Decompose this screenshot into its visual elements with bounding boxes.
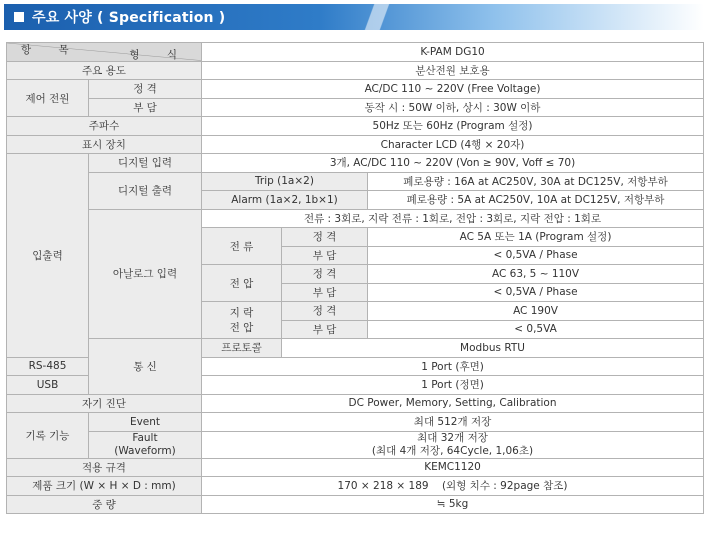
row-value-self-diag: DC Power, Memory, Setting, Calibration <box>202 394 704 413</box>
sub-label-current: 전 류 <box>202 228 282 265</box>
sub-label-voltage: 전 압 <box>202 265 282 302</box>
fault-label-line-1: Fault <box>132 431 158 444</box>
sub-label-event: Event <box>89 413 202 432</box>
row-value-frequency: 50Hz 또는 60Hz (Program 설정) <box>202 117 704 136</box>
value-ground-rating: AC 190V <box>368 302 704 321</box>
sub-label-current-rating: 정 격 <box>282 228 368 247</box>
sub-label-ground-burden: 부 담 <box>282 320 368 339</box>
row-value-size: 170 × 218 × 189 (외형 치수 : 92page 참조) <box>202 477 704 496</box>
sub-label-digital-output: 디지털 출력 <box>89 172 202 209</box>
sub-label-voltage-burden: 부 담 <box>282 283 368 302</box>
sub-label-digital-input: 디지털 입력 <box>89 154 202 173</box>
ground-label-line-1: 지 락 <box>229 307 254 319</box>
row-label-self-diag: 자기 진단 <box>7 394 202 413</box>
sub-label-ground-voltage <box>202 302 282 339</box>
table-row <box>7 413 704 432</box>
sub-label-analog-input: 아날로그 입력 <box>89 209 202 339</box>
value-trip: 폐로용량 : 16A at AC250V, 30A at DC125V, 저항부하 <box>368 172 704 191</box>
sub-label-rating: 정 격 <box>89 80 202 99</box>
value-voltage-burden: < 0,5VA / Phase <box>368 283 704 302</box>
table-row <box>7 495 704 514</box>
value-digital-input: 3개, AC/DC 110 ~ 220V (Von ≥ 90V, Voff ≤ 70) <box>202 154 704 173</box>
row-value-main-use: 분산전원 보호용 <box>202 61 704 80</box>
table-row <box>7 477 704 496</box>
table-row <box>7 135 704 154</box>
value-protocol: Modbus RTU <box>282 339 704 358</box>
value-analog-summary: 전류 : 3회로, 지락 전류 : 1회로, 전압 : 3회로, 지락 전압 : 1회로 <box>202 209 704 228</box>
table-row <box>7 61 704 80</box>
value-rs485: 1 Port (후면) <box>202 357 704 376</box>
table-row <box>7 394 704 413</box>
sub-label-usb: USB <box>7 376 89 395</box>
table-row <box>7 339 704 358</box>
spec-table <box>6 42 704 514</box>
row-label-comm: 통 신 <box>89 339 202 395</box>
header-item-label: 항 목 <box>21 43 81 56</box>
value-ground-burden: < 0,5VA <box>368 320 704 339</box>
row-value-standard: KEMC1120 <box>202 458 704 477</box>
value-control-burden: 동작 시 : 50W 이하, 상시 : 30W 이하 <box>202 98 704 117</box>
row-label-weight: 중 량 <box>7 495 202 514</box>
table-row <box>7 154 704 173</box>
table-row <box>7 172 704 191</box>
sub-label-fault <box>89 431 202 458</box>
table-row <box>7 117 704 136</box>
value-current-rating: AC 5A 또는 1A (Program 설정) <box>368 228 704 247</box>
value-voltage-rating: AC 63, 5 ~ 110V <box>368 265 704 284</box>
row-label-size: 제품 크기 (W × H × D : mm) <box>7 477 202 496</box>
row-label-display: 표시 장치 <box>7 135 202 154</box>
sub-label-burden: 부 담 <box>89 98 202 117</box>
header-corner-cell <box>7 43 202 62</box>
model-name: K-PAM DG10 <box>202 43 704 62</box>
section-banner <box>4 4 704 30</box>
table-row <box>7 209 704 228</box>
table-row <box>7 80 704 99</box>
row-label-io: 입출력 <box>7 154 89 358</box>
table-row <box>7 458 704 477</box>
fault-value-line-2: (최대 4개 저장, 64Cycle, 1,06초) <box>371 444 534 457</box>
table-header-row <box>7 43 704 62</box>
row-label-frequency: 주파수 <box>7 117 202 136</box>
sub-label-rs485: RS-485 <box>7 357 89 376</box>
section-title: 주요 사양 ( Specification ) <box>32 10 226 26</box>
row-label-main-use: 주요 용도 <box>7 61 202 80</box>
value-current-burden: < 0,5VA / Phase <box>368 246 704 265</box>
banner-stripe-decoration <box>334 4 424 30</box>
row-value-weight: ≒ 5kg <box>202 495 704 514</box>
sub-label-alarm: Alarm (1a×2, 1b×1) <box>202 191 368 210</box>
sub-label-current-burden: 부 담 <box>282 246 368 265</box>
table-row <box>7 431 704 458</box>
header-form-label: 형 식 <box>129 49 189 61</box>
row-label-control-power: 제어 전원 <box>7 80 89 117</box>
value-usb: 1 Port (정면) <box>202 376 704 395</box>
square-bullet-icon <box>14 12 24 22</box>
table-row <box>7 98 704 117</box>
fault-label-line-2: (Waveform) <box>114 444 176 457</box>
sub-label-trip: Trip (1a×2) <box>202 172 368 191</box>
value-alarm: 폐로용량 : 5A at AC250V, 10A at DC125V, 저항부하 <box>368 191 704 210</box>
value-control-rating: AC/DC 110 ~ 220V (Free Voltage) <box>202 80 704 99</box>
row-label-recording: 기록 기능 <box>7 413 89 459</box>
row-label-standard: 적용 규격 <box>7 458 202 477</box>
value-fault <box>202 431 704 458</box>
value-event: 최대 512개 저장 <box>202 413 704 432</box>
fault-value-line-1: 최대 32개 저장 <box>417 431 488 444</box>
sub-label-ground-rating: 정 격 <box>282 302 368 321</box>
row-value-display: Character LCD (4행 × 20자) <box>202 135 704 154</box>
sub-label-voltage-rating: 정 격 <box>282 265 368 284</box>
sub-label-protocol: 프로토콜 <box>202 339 282 358</box>
ground-label-line-2: 전 압 <box>229 322 254 334</box>
